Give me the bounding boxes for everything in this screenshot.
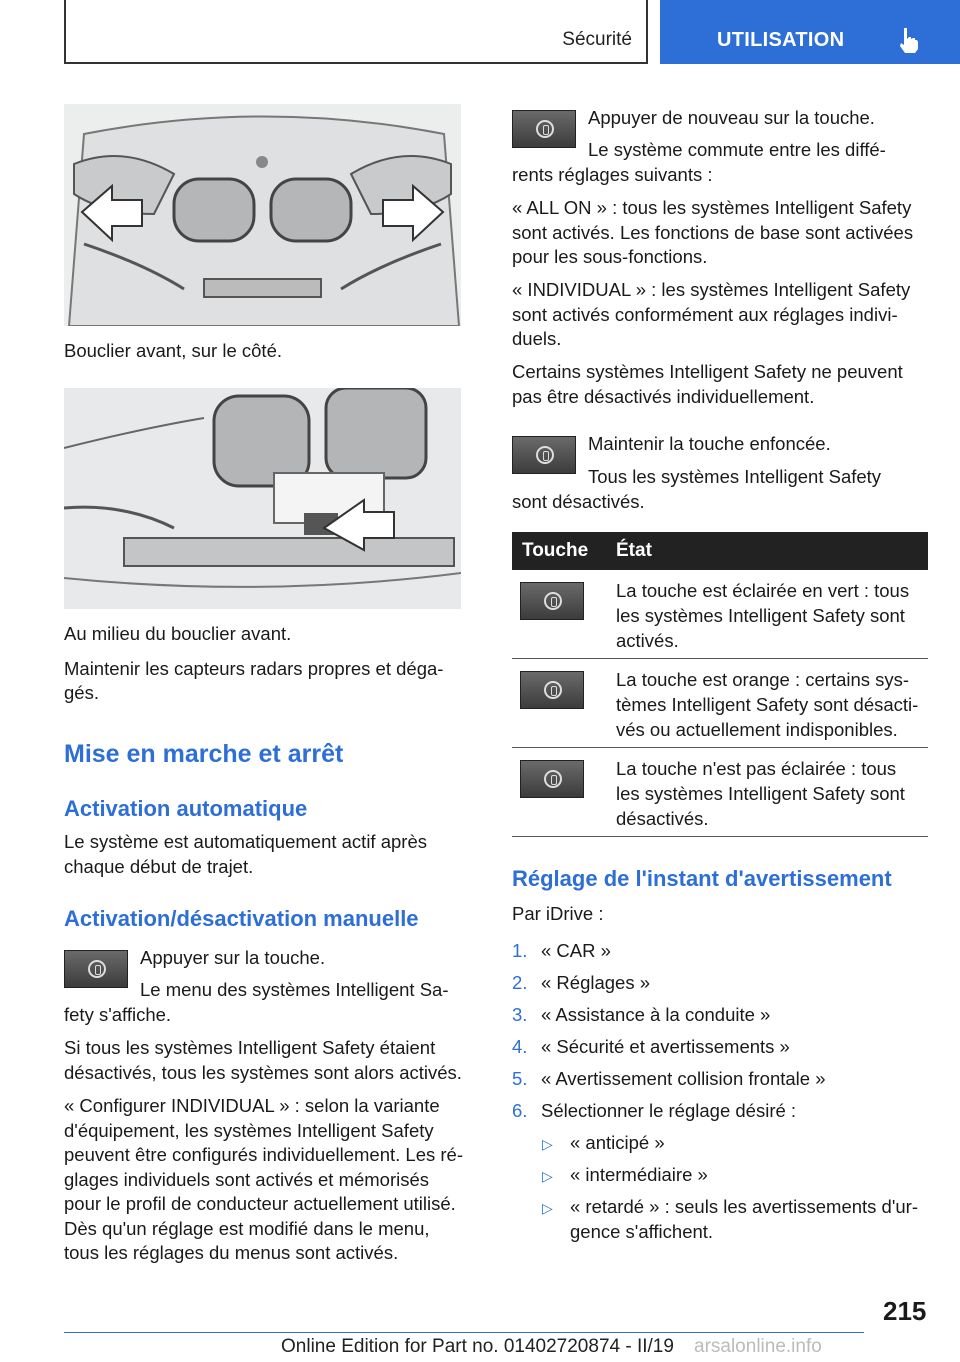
para-line5: peuvent être configurés individuellement. Les ré- <box>64 1144 464 1165</box>
triangle-bullet-icon: ▷ <box>542 1168 553 1184</box>
auto-text-line2: chaque début de trajet. <box>64 856 254 877</box>
footer-edition: Online Edition for Part no. 01402720874 - II/19 <box>281 1336 674 1357</box>
right-line3: rents réglages suivants : <box>512 164 713 185</box>
table-header-key: Touche <box>512 532 616 570</box>
header-chapter-tab <box>660 0 960 64</box>
right-line8: sont activés conformément aux réglages indivi- <box>512 304 898 325</box>
row1-line3: activés. <box>616 630 679 651</box>
step-number: 3. <box>512 1004 528 1025</box>
row1-line1: La touche est éclairée en vert : tous <box>616 580 910 601</box>
step-text: « Avertissement collision frontale » <box>541 1068 826 1089</box>
intelligent-safety-button-icon <box>520 671 584 709</box>
right-line12: Maintenir la touche enfoncée. <box>588 433 831 454</box>
row3-line1: La touche n'est pas éclairée : tous <box>616 758 897 779</box>
sub-option: « intermédiaire » <box>570 1164 708 1185</box>
table-row <box>512 748 928 837</box>
right-line14: sont désactivés. <box>512 491 645 512</box>
radar-clean-line2: gés. <box>64 682 99 703</box>
step-number: 2. <box>512 972 528 993</box>
para-line4: d'équipement, les systèmes Intelligent Safety <box>64 1120 434 1141</box>
row2-line1: La touche est orange : certains sys- <box>616 669 910 690</box>
pointing-hand-icon <box>896 26 920 54</box>
row2-line3: vés ou actuellement indisponibles. <box>616 719 898 740</box>
via-idrive: Par iDrive : <box>512 903 604 924</box>
header-section-title: Sécurité <box>562 29 632 50</box>
right-line7: « INDIVIDUAL » : les systèmes Intelligent Safety <box>512 279 911 300</box>
right-line5: sont activés. Les fonctions de base sont activées <box>512 222 914 243</box>
right-line1: Appuyer de nouveau sur la touche. <box>588 107 875 128</box>
caption-middle-bumper: Au milieu du bouclier avant. <box>64 623 292 644</box>
heading-auto-activation: Activation automatique <box>64 796 308 821</box>
intelligent-safety-button-icon <box>520 582 584 620</box>
heading-manual-activation: Activation/désactivation manuelle <box>64 906 419 931</box>
intelligent-safety-button-icon <box>520 760 584 798</box>
table-row <box>512 570 928 659</box>
row2-line2: tèmes Intelligent Safety sont désacti- <box>616 694 919 715</box>
step-number: 6. <box>512 1100 528 1121</box>
auto-text-line1: Le système est automatiquement actif après <box>64 831 427 852</box>
radar-clean-line1: Maintenir les capteurs radars propres et déga- <box>64 658 444 679</box>
right-line9: duels. <box>512 328 562 349</box>
step-text: « Assistance à la conduite » <box>541 1004 771 1025</box>
para-line8: Dès qu'un réglage est modifié dans le menu, <box>64 1218 430 1239</box>
step-number: 4. <box>512 1036 528 1057</box>
header-chapter-title: UTILISATION <box>717 29 845 51</box>
right-line13: Tous les systèmes Intelligent Safety <box>588 466 882 487</box>
step-number: 5. <box>512 1068 528 1089</box>
para-line6: glages individuels sont activés et mémorisés <box>64 1169 430 1190</box>
manual-line1: Appuyer sur la touche. <box>140 947 326 968</box>
footer-divider <box>64 1332 864 1333</box>
table-row <box>512 659 928 748</box>
sub-option: « anticipé » <box>570 1132 665 1153</box>
table-header-state: État <box>616 532 928 570</box>
para-line1: Si tous les systèmes Intelligent Safety étaient <box>64 1037 436 1058</box>
heading-on-off: Mise en marche et arrêt <box>64 740 344 768</box>
front-bumper-side-image <box>64 104 461 326</box>
right-line6: pour les sous-fonctions. <box>512 246 708 267</box>
row3-line3: désactivés. <box>616 808 709 829</box>
triangle-bullet-icon: ▷ <box>542 1200 553 1216</box>
step-text: « Réglages » <box>541 972 651 993</box>
right-line10: Certains systèmes Intelligent Safety ne peuvent <box>512 361 903 382</box>
intelligent-safety-button-icon <box>64 950 128 988</box>
right-line11: pas être désactivés individuellement. <box>512 386 815 407</box>
para-line3: « Configurer INDIVIDUAL » : selon la variante <box>64 1095 440 1116</box>
intelligent-safety-button-icon <box>512 436 576 474</box>
para-line9: tous les réglages du menus sont activés. <box>64 1242 399 1263</box>
step-number: 1. <box>512 940 528 961</box>
para-line7: pour le profil de conducteur actuellement utilisé. <box>64 1193 456 1214</box>
row3-line2: les systèmes Intelligent Safety sont <box>616 783 905 804</box>
step-text: Sélectionner le réglage désiré : <box>541 1100 797 1121</box>
sub-option-cont: gence s'affichent. <box>570 1221 714 1242</box>
right-line2: Le système commute entre les diffé- <box>588 139 886 160</box>
button-status-table <box>512 532 928 837</box>
table-header-row <box>512 532 928 570</box>
sub-option: « retardé » : seuls les avertissements d'ur- <box>570 1196 918 1217</box>
footer-watermark: arsalonline.info <box>694 1336 822 1357</box>
caption-front-side: Bouclier avant, sur le côté. <box>64 340 282 361</box>
step-text: « CAR » <box>541 940 611 961</box>
front-bumper-middle-image <box>64 388 461 609</box>
step-text: « Sécurité et avertissements » <box>541 1036 790 1057</box>
intelligent-safety-button-icon <box>512 110 576 148</box>
manual-line3: fety s'affiche. <box>64 1004 172 1025</box>
header-section-box <box>64 0 648 64</box>
manual-line2: Le menu des systèmes Intelligent Sa- <box>140 979 449 1000</box>
para-line2: désactivés, tous les systèmes sont alors activés. <box>64 1062 462 1083</box>
triangle-bullet-icon: ▷ <box>542 1136 553 1152</box>
heading-warning-time: Réglage de l'instant d'avertissement <box>512 866 892 891</box>
row1-line2: les systèmes Intelligent Safety sont <box>616 605 905 626</box>
right-line4: « ALL ON » : tous les systèmes Intelligent Safety <box>512 197 912 218</box>
page-number: 215 <box>883 1296 927 1326</box>
